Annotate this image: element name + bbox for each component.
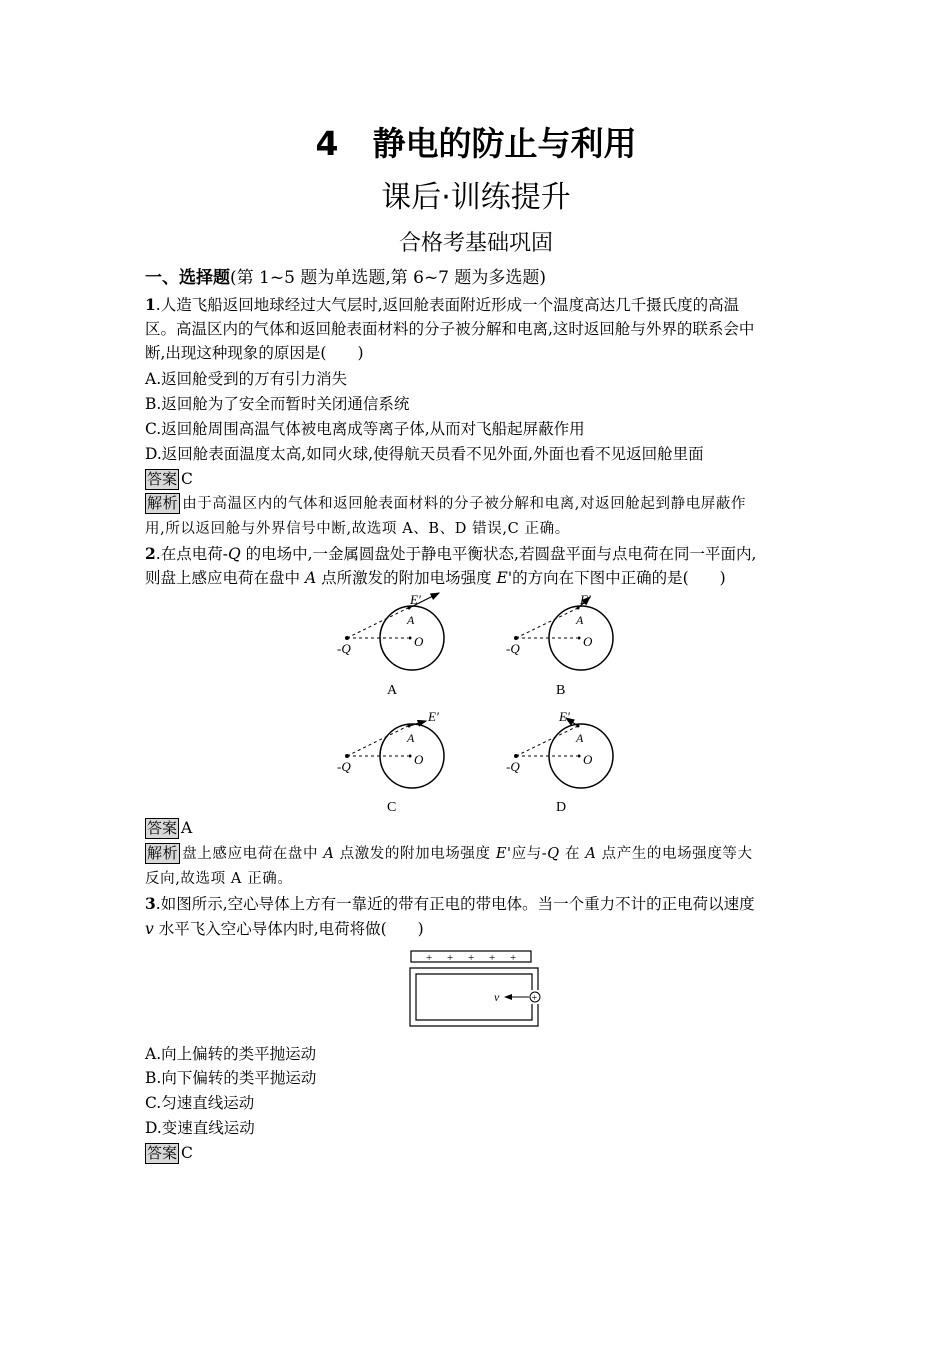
- q2-symbol-e: E': [496, 569, 513, 587]
- q2-text-d: 点所激发的附加电场强度: [316, 569, 497, 587]
- q2-answer: [145, 816, 192, 840]
- answer-tag: 答案: [147, 1144, 178, 1162]
- part-heading-label: 一、选择题: [145, 268, 230, 288]
- q2-exp-text-a: 盘上感应电荷在盘中: [182, 846, 324, 862]
- lesson-number: 4: [315, 124, 339, 163]
- diagram-b-label: B: [556, 683, 566, 698]
- section-title: 合格考基础巩固: [398, 231, 553, 256]
- q3-line-1: [145, 892, 755, 916]
- q2-exp-text-e: 点产生的电场强度等大: [596, 846, 753, 862]
- charge-label: -Q: [337, 641, 351, 656]
- diagram-d-label: D: [556, 800, 567, 815]
- q2-exp-symbol-e: E': [495, 846, 512, 862]
- q3-option-c: C.匀速直线运动: [145, 1094, 255, 1112]
- q1-text-1: .人造飞船返回地球经过大气层时,返回舱表面附近形成一个温度高达几千摄氏度的高温: [155, 296, 740, 314]
- center-label: O: [414, 752, 424, 767]
- q2-explanation-2: 反向,故选项 A 正确。: [145, 871, 293, 887]
- diagram-b: [506, 592, 613, 698]
- lesson-name: 静电的防止与利用: [372, 124, 637, 163]
- q2-explanation-1: [145, 842, 753, 866]
- q1-explanation-text-1: 由于高温区内的气体和返回舱表面材料的分子被分解和电离,对返回舱起到静电屏蔽作: [182, 496, 747, 512]
- q1-option-d: D.返回舱表面温度太高,如同火球,使得航天员看不见外面,外面也看不见返回舱里面: [145, 445, 704, 463]
- q1-number: 1: [145, 295, 156, 314]
- q3-answer: [145, 1141, 193, 1165]
- plus-sign: +: [468, 952, 475, 964]
- diagram-c-label: C: [387, 800, 397, 815]
- charge-label: -Q: [337, 759, 351, 774]
- field-label: E′: [428, 709, 439, 724]
- q3-number: 3: [145, 894, 156, 913]
- point-a-label: A: [576, 731, 584, 745]
- diagram-c: [337, 709, 444, 815]
- q3-figure: [410, 951, 540, 1026]
- subtitle: 课后·训练提升: [381, 180, 571, 215]
- q3-text-1: .如图所示,空心导体上方有一靠近的带有正电的带电体。当一个重力不计的正电荷以速度: [155, 895, 755, 913]
- plus-sign: +: [426, 952, 433, 964]
- q2-symbol-q: Q: [227, 545, 241, 563]
- q3-symbol-v: v: [145, 920, 154, 938]
- diagram-d: [506, 709, 613, 815]
- q1-explanation-2: 用,所以返回舱与外界信号中断,故选项 A、B、D 错误,C 正确。: [145, 521, 570, 537]
- part-heading-note: (第 1~5 题为单选题,第 6~7 题为多选题): [230, 268, 547, 288]
- center-label: O: [583, 634, 593, 649]
- charge-sign: +: [531, 993, 538, 1004]
- q3-option-d: D.变速直线运动: [145, 1119, 255, 1137]
- q1-option-b: B.返回舱为了安全而暂时关闭通信系统: [145, 395, 410, 413]
- q3-option-a: A.向上偏转的类平抛运动: [145, 1045, 317, 1063]
- q2-text-b: 的电场中,一金属圆盘处于静电平衡状态,若圆盘平面与点电荷在同一平面内,: [240, 545, 757, 563]
- q3-line-2: [145, 917, 424, 941]
- q2-number: 2: [145, 544, 156, 563]
- q2-exp-text-d: 在: [559, 846, 586, 862]
- q2-exp-text-c: 应与-: [511, 846, 548, 862]
- plus-sign: +: [510, 952, 517, 964]
- answer-tag: 答案: [147, 819, 178, 837]
- answer-tag: 答案: [147, 470, 178, 488]
- explanation-tag: 解析: [147, 494, 179, 512]
- q2-text-a: .在点电荷-: [155, 545, 228, 563]
- q1-answer-value: C: [181, 470, 193, 488]
- center-label: O: [583, 752, 593, 767]
- q1-option-a: A.返回舱受到的万有引力消失: [145, 370, 348, 388]
- q3-option-b: B.向下偏转的类平抛运动: [145, 1069, 317, 1087]
- velocity-label: v: [494, 990, 500, 1004]
- q2-exp-symbol-a: A: [323, 846, 335, 862]
- field-label: E′: [559, 709, 570, 724]
- field-label: E′: [580, 592, 591, 607]
- q2-text-c: 则盘上感应电荷在盘中: [145, 569, 305, 587]
- q1-line-2: 区。高温区内的气体和返回舱表面材料的分子被分解和电离,这时返回舱与外界的联系会中: [145, 320, 755, 338]
- q3-text-2: 水平飞入空心导体内时,电荷将做( ): [153, 920, 424, 938]
- point-a-label: A: [576, 613, 584, 627]
- plus-sign: +: [447, 952, 454, 964]
- explanation-tag: 解析: [147, 844, 179, 862]
- q3-answer-value: C: [181, 1144, 193, 1162]
- q2-exp-symbol-q: Q: [547, 846, 560, 862]
- q2-exp-text-b: 点激发的附加电场强度: [334, 846, 496, 862]
- diagram-a-label: A: [387, 683, 398, 698]
- point-a-label: A: [407, 731, 415, 745]
- diagram-a: [337, 592, 444, 698]
- charge-label: -Q: [506, 759, 520, 774]
- q2-symbol-a: A: [304, 569, 317, 587]
- q1-option-c: C.返回舱周围高温气体被电离成等离子体,从而对飞船起屏蔽作用: [145, 420, 585, 438]
- q2-answer-value: A: [181, 819, 193, 837]
- q2-text-e: 的方向在下图中正确的是( ): [512, 569, 726, 587]
- center-label: O: [414, 634, 424, 649]
- q1-line-3: 断,出现这种现象的原因是( ): [145, 344, 364, 362]
- field-label: E′: [410, 592, 421, 607]
- point-a-label: A: [407, 613, 415, 627]
- plus-sign: +: [489, 952, 496, 964]
- charge-label: -Q: [506, 641, 520, 656]
- q2-exp-symbol-a2: A: [585, 846, 597, 862]
